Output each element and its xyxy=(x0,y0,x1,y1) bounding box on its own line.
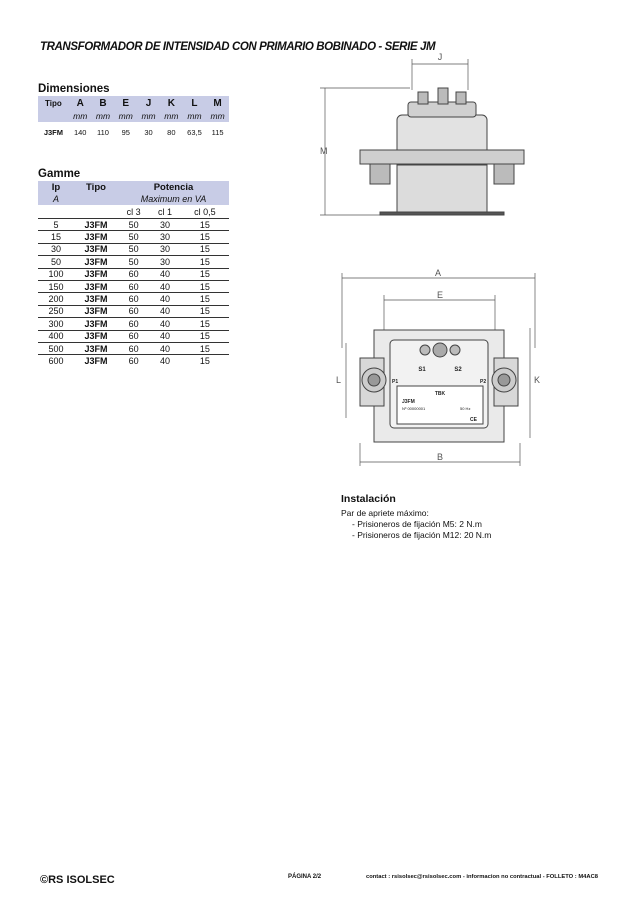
gamme-cell-tipo: J3FM xyxy=(74,355,118,367)
gamme-class: cl 1 xyxy=(158,206,173,217)
dim-header-m: M xyxy=(206,96,229,110)
gamme-cell-tipo: J3FM xyxy=(74,330,118,342)
gamme-cl-blank xyxy=(38,205,74,219)
gamme-cell-tipo: J3FM xyxy=(74,231,118,243)
gamme-cell-va: 30 xyxy=(149,256,180,268)
dim-header-j: J xyxy=(137,96,160,110)
gamme-cell-va: 60 xyxy=(118,318,149,330)
gamme-row xyxy=(38,305,229,317)
gamme-cell-va: 15 xyxy=(181,219,229,231)
gamme-cell-va: 40 xyxy=(149,268,180,280)
gamme-cell-tipo: J3FM xyxy=(74,293,118,305)
gamme-cell-ip: 400 xyxy=(38,330,74,342)
transformer-side-body xyxy=(360,88,524,215)
plate-num: Nº 00000001 xyxy=(402,406,426,411)
footer-page: PÁGINA 2/2 xyxy=(288,874,322,880)
footer-contact: contact : rsisolsec@rsisolsec.com - informacion no contractual - FOLLETO : M4AC8 xyxy=(366,874,598,880)
gamme-row xyxy=(38,268,229,280)
gamme-row xyxy=(38,280,229,292)
label-b: B xyxy=(436,452,444,462)
gamme-row xyxy=(38,330,229,342)
gamme-cell-tipo: J3FM xyxy=(74,268,118,280)
dim-unit: mm xyxy=(160,110,183,122)
gamme-cell-va: 15 xyxy=(181,355,229,367)
label-k: K xyxy=(534,375,541,385)
transformer-top-body xyxy=(360,330,518,442)
gamme-cell-va: 15 xyxy=(181,256,229,268)
gamme-cell-va: 60 xyxy=(118,355,149,367)
gamme-cell-va: 30 xyxy=(149,243,180,255)
gamme-cell-tipo: J3FM xyxy=(74,280,118,292)
dim-cell: 110 xyxy=(97,127,109,137)
gamme-cell-va: 50 xyxy=(118,231,149,243)
gamme-unit-ip: A xyxy=(38,193,74,205)
gamme-cell-va: 15 xyxy=(181,330,229,342)
gamme-cell-ip: 50 xyxy=(38,256,74,268)
gamme-header-potencia: Potencia xyxy=(118,181,229,193)
dim-unit: mm xyxy=(69,110,92,122)
gamme-unit-tipo xyxy=(74,193,118,205)
label-s2: S2 xyxy=(454,367,462,373)
gamme-unit-potencia: Maximum en VA xyxy=(118,193,229,205)
gamme-cell-ip: 5 xyxy=(38,219,74,231)
dim-cell: 95 xyxy=(121,127,130,137)
plate-ce: CE xyxy=(470,417,477,423)
label-j: J xyxy=(437,52,443,62)
gamme-row xyxy=(38,243,229,255)
gamme-cell-tipo: J3FM xyxy=(74,342,118,354)
dim-cell: 115 xyxy=(211,127,224,137)
gamme-cell-va: 15 xyxy=(181,305,229,317)
gamme-cell-ip: 200 xyxy=(38,293,74,305)
gamme-cell-va: 15 xyxy=(181,342,229,354)
gamme-row xyxy=(38,256,229,268)
dim-unit: mm xyxy=(92,110,115,122)
gamme-body xyxy=(38,219,229,367)
dim-header-k: K xyxy=(160,96,183,110)
label-p1: P1 xyxy=(392,379,399,385)
gamme-cell-va: 40 xyxy=(149,293,180,305)
label-m: M xyxy=(320,146,328,156)
label-e: E xyxy=(436,290,444,300)
gamme-cell-va: 30 xyxy=(149,219,180,231)
gamme-cell-va: 50 xyxy=(118,219,149,231)
dim-header-l: L xyxy=(183,96,206,110)
gamme-cell-va: 40 xyxy=(149,342,180,354)
gamme-cell-tipo: J3FM xyxy=(74,305,118,317)
dim-cell-tipo: J3FM xyxy=(43,127,63,137)
gamme-cell-ip: 100 xyxy=(38,268,74,280)
footer-brand: ©RS ISOLSEC xyxy=(40,874,115,886)
gamme-cell-va: 60 xyxy=(118,330,149,342)
gamme-cell-ip: 500 xyxy=(38,342,74,354)
dim-cell: 30 xyxy=(144,127,153,137)
gamme-heading: Gamme xyxy=(38,168,81,180)
dim-unit xyxy=(38,110,69,122)
gamme-class: cl 3 xyxy=(126,206,141,217)
gamme-cell-va: 40 xyxy=(149,330,180,342)
gamme-cell-va: 15 xyxy=(181,318,229,330)
dim-header-a: A xyxy=(69,96,92,110)
installation-heading: Instalación xyxy=(341,493,396,505)
page-title: TRANSFORMADOR DE INTENSIDAD CON PRIMARIO BOBINADO - SERIE JM xyxy=(40,41,436,53)
gamme-row xyxy=(38,342,229,354)
gamme-cl-blank xyxy=(74,205,118,219)
gamme-cell-va: 15 xyxy=(181,280,229,292)
gamme-row xyxy=(38,355,229,367)
side-view-drawing xyxy=(320,50,550,220)
gamme-cell-tipo: J3FM xyxy=(74,219,118,231)
dim-unit: mm xyxy=(137,110,160,122)
gamme-cell-tipo: J3FM xyxy=(74,256,118,268)
gamme-cell-tipo: J3FM xyxy=(74,243,118,255)
gamme-cell-va: 60 xyxy=(118,268,149,280)
installation-item: - Prisioneros de fijación M12: 20 N.m xyxy=(352,530,492,540)
gamme-cell-va: 15 xyxy=(181,293,229,305)
dim-unit: mm xyxy=(183,110,206,122)
gamme-cell-ip: 15 xyxy=(38,231,74,243)
gamme-cell-va: 40 xyxy=(149,305,180,317)
label-s1: S1 xyxy=(418,367,426,373)
gamme-cell-va: 30 xyxy=(149,231,180,243)
plate-hz: 50 Hz xyxy=(460,406,471,411)
gamme-cell-va: 60 xyxy=(118,293,149,305)
gamme-cell-va: 60 xyxy=(118,280,149,292)
gamme-row xyxy=(38,231,229,243)
top-view-drawing xyxy=(330,268,555,468)
dim-unit: mm xyxy=(206,110,229,122)
dim-cell: 80 xyxy=(167,127,176,137)
gamme-cell-va: 40 xyxy=(149,355,180,367)
dim-header-tipo: Tipo xyxy=(38,96,69,110)
dimensions-heading: Dimensiones xyxy=(38,83,110,95)
plate-model: J3FM xyxy=(402,399,415,405)
label-l: L xyxy=(336,375,342,385)
gamme-row xyxy=(38,293,229,305)
dim-unit: mm xyxy=(114,110,137,122)
gamme-cell-ip: 150 xyxy=(38,280,74,292)
gamme-cell-va: 60 xyxy=(118,305,149,317)
gamme-cell-va: 15 xyxy=(181,243,229,255)
dim-cell: 63,5 xyxy=(187,127,202,137)
gamme-cell-ip: 250 xyxy=(38,305,74,317)
dim-header-e: E xyxy=(114,96,137,110)
gamme-header-tipo: Tipo xyxy=(74,181,118,193)
gamme-cell-va: 50 xyxy=(118,243,149,255)
dim-cell: 140 xyxy=(73,127,87,137)
gamme-cell-va: 15 xyxy=(181,231,229,243)
gamme-cell-ip: 300 xyxy=(38,318,74,330)
gamme-cell-va: 50 xyxy=(118,256,149,268)
gamme-cell-va: 60 xyxy=(118,342,149,354)
gamme-row xyxy=(38,219,229,231)
label-a: A xyxy=(434,268,442,278)
gamme-table xyxy=(38,181,229,367)
gamme-cell-ip: 600 xyxy=(38,355,74,367)
gamme-cell-va: 40 xyxy=(149,318,180,330)
gamme-cell-va: 40 xyxy=(149,280,180,292)
gamme-class: cl 0,5 xyxy=(194,206,216,217)
installation-subheading: Par de apriete máximo: xyxy=(341,508,429,518)
gamme-header-ip: Ip xyxy=(38,181,74,193)
plate-brand: TBK xyxy=(434,391,446,397)
gamme-cell-va: 15 xyxy=(181,268,229,280)
gamme-cell-tipo: J3FM xyxy=(74,318,118,330)
gamme-row xyxy=(38,318,229,330)
dimensions-table xyxy=(38,96,229,142)
label-p2: P2 xyxy=(480,379,487,385)
dim-header-b: B xyxy=(92,96,115,110)
installation-item: - Prisioneros de fijación M5: 2 N.m xyxy=(352,519,482,529)
gamme-cell-ip: 30 xyxy=(38,243,74,255)
